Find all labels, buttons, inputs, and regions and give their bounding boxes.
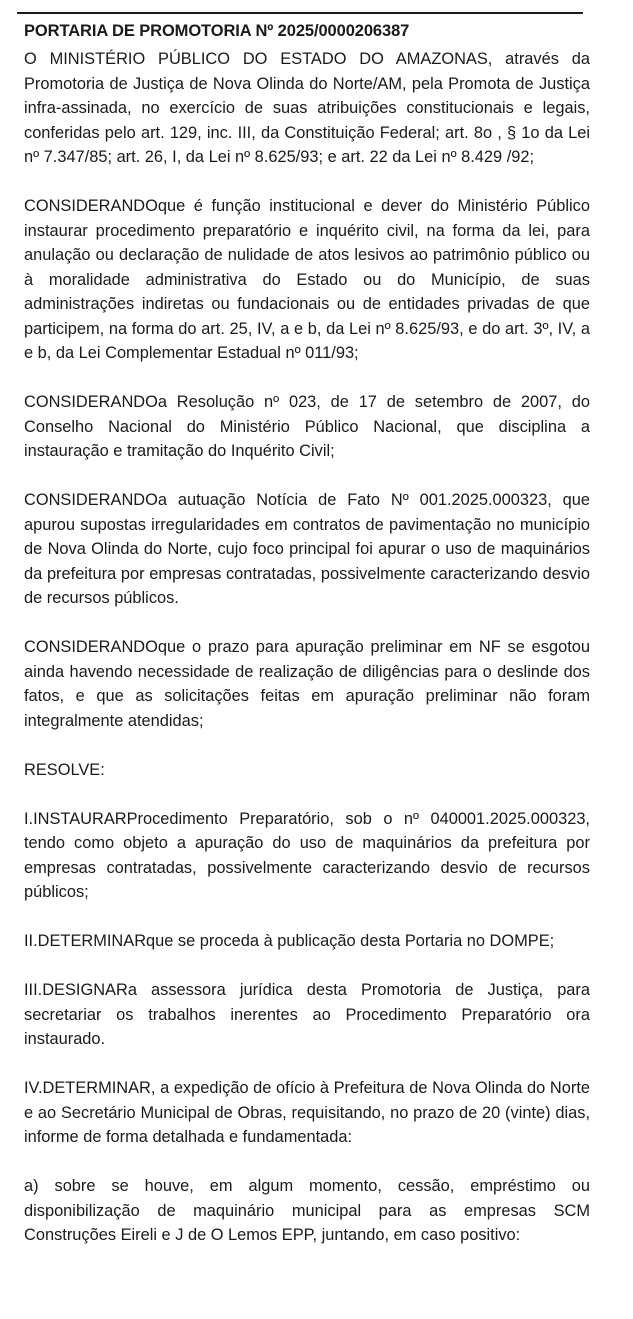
considering-paragraph-4: CONSIDERANDOque o prazo para apuração preliminar em NF se esgotou ainda havendo necessidade de realização de diligências para o deslinde dos fatos, e que as solicitações feitas em apuração preliminar não foram integralmente atendidas; — [24, 638, 590, 730]
resolution-item-4: IV.DETERMINAR, a expedição de ofício à Prefeitura de Nova Olinda do Norte e ao Secretário Municipal de Obras, requisitando, no prazo de 20 (vinte) dias, informe de forma detalhada e fundamentada: — [24, 1079, 590, 1146]
resolution-item-1: I.INSTAURARProcedimento Preparatório, sob o nº 040001.2025.000323, tendo como objeto a apuração do uso de maquinários da prefeitura por empresas contratadas, possivelmente caracterizando desvio de recursos públicos; — [24, 809, 590, 901]
considering-paragraph-3: CONSIDERANDOa autuação Notícia de Fato Nº 001.2025.000323, que apurou supostas irregularidades em contratos de pavimentação no município de Nova Olinda do Norte, cujo foco principal foi apurar o uso de maquinários da prefeitura por empresas contratadas, possivelmente caracterizando desvio de recursos públicos. — [24, 491, 590, 607]
document-body — [24, 19, 590, 1272]
top-rule — [17, 12, 583, 14]
considering-paragraph-1: CONSIDERANDOque é função institucional e dever do Ministério Público instaurar procedimento preparatório e inquérito civil, na forma da lei, para anulação ou declaração de nulidade de atos lesivos ao patrimônio público ou à moralidade administrativa do Estado ou do Município, de suas administrações indiretas ou fundacionais ou de entidades privadas de que participem, na forma do art. 25, IV, a e b, da Lei nº 8.625/93, e do art. 3º, IV, a e b, da Lei Complementar Estadual nº 011/93; — [24, 197, 590, 362]
resolve-heading: RESOLVE: — [24, 760, 105, 779]
considering-paragraph-2: CONSIDERANDOa Resolução nº 023, de 17 de setembro de 2007, do Conselho Nacional do Ministério Público Nacional, que disciplina a instauração e tramitação do Inquérito Civil; — [24, 393, 590, 460]
resolution-item-3: III.DESIGNARa assessora jurídica desta Promotoria de Justiça, para secretariar os trabalhos inerentes ao Procedimento Preparatório ora instaurado. — [24, 981, 590, 1048]
sub-item-a: a) sobre se houve, em algum momento, cessão, empréstimo ou disponibilização de maquinário municipal para as empresas SCM Construções Eireli e J de O Lemos EPP, juntando, em caso positivo: — [24, 1177, 590, 1244]
resolution-item-2: II.DETERMINARque se proceda à publicação desta Portaria no DOMPE; — [24, 932, 555, 950]
document-title: PORTARIA DE PROMOTORIA Nº 2025/0000206387 — [24, 22, 410, 40]
preamble-paragraph: O MINISTÉRIO PÚBLICO DO ESTADO DO AMAZONAS, através da Promotoria de Justiça de Nova Olinda do Norte/AM, pela Promota de Justiça infra-assinada, no exercício de suas atribuições constitucionais e legais, conferidas pelo art. 129, inc. III, da Constituição Federal; art. 8o , § 1o da Lei nº 7.347/85; art. 26, I, da Lei nº 8.625/93; e art. 22 da Lei nº 8.429 /92; — [24, 50, 590, 166]
